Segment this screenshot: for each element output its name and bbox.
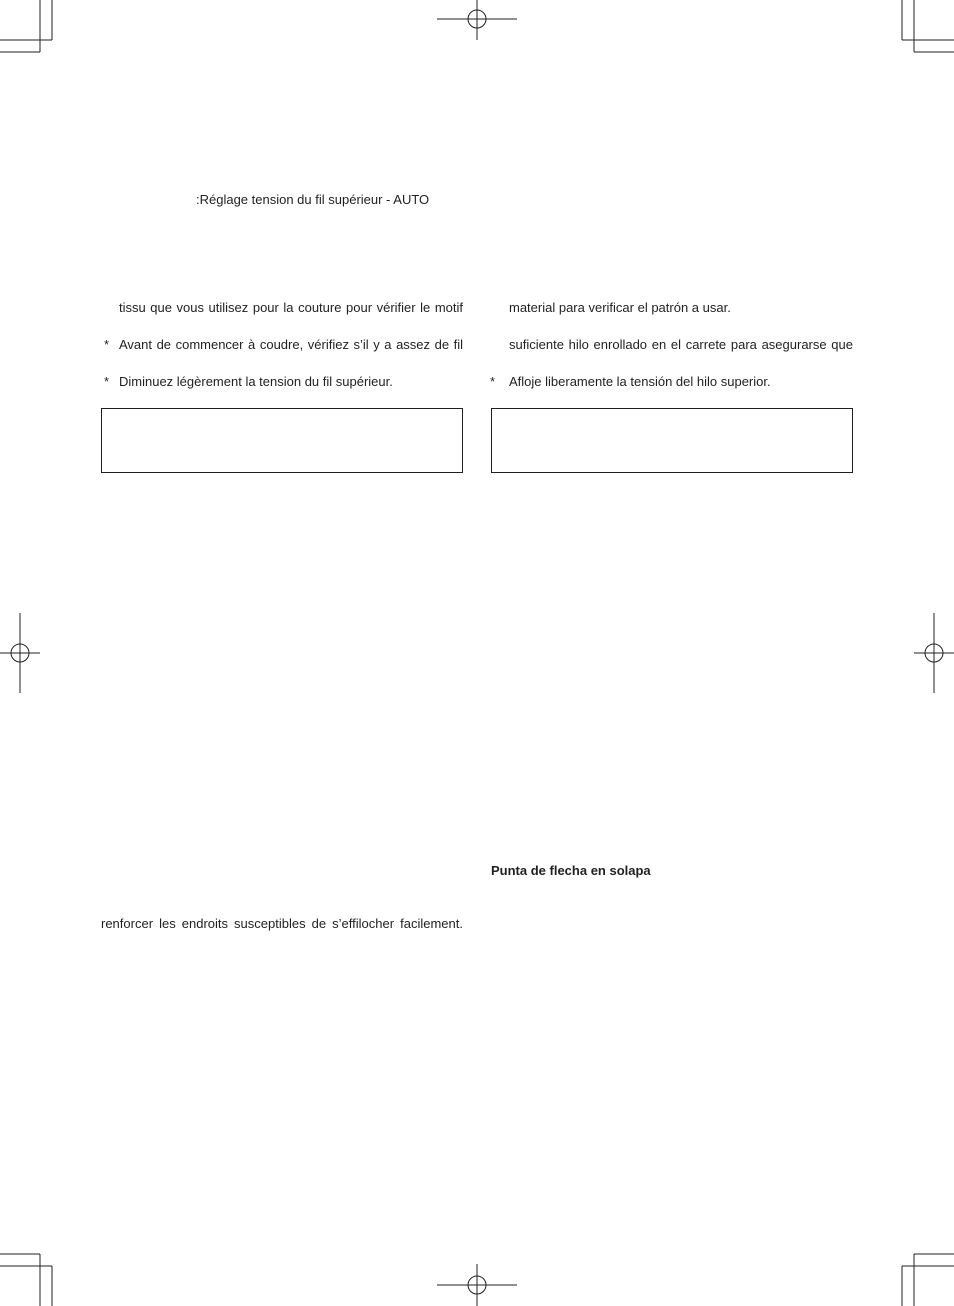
registration-mark-right [914, 613, 954, 693]
fr-note-box [101, 408, 463, 473]
es-bullet-1: * [490, 374, 496, 389]
fr-bullet-2: * [104, 374, 110, 389]
registration-mark-top [437, 0, 517, 40]
es-text-line-2: suficiente hilo enrollado en el carrete para asegurarse que [509, 337, 853, 352]
registration-mark-left [0, 613, 40, 693]
fr-text-line-2: Avant de commencer à coudre, vérifiez s’il y a assez de fil [119, 337, 463, 352]
es-section-heading: Punta de flecha en solapa [491, 863, 651, 878]
fr-text-line-4: renforcer les endroits susceptibles de s’effilocher facilement. [101, 916, 463, 931]
fr-text-line-3: Diminuez légèrement la tension du fil supérieur. [119, 374, 393, 389]
fr-text-line-1: tissu que vous utilisez pour la couture pour vérifier le motif [119, 300, 463, 315]
fr-bullet-1: * [104, 337, 110, 352]
es-text-line-1: material para verificar el patrón a usar. [509, 300, 731, 315]
es-text-line-3: Afloje liberamente la tensión del hilo superior. [509, 374, 771, 389]
tension-setting-label: :Réglage tension du fil supérieur - AUTO [196, 192, 430, 207]
registration-mark-bottom [437, 1264, 517, 1306]
es-note-box [491, 408, 853, 473]
